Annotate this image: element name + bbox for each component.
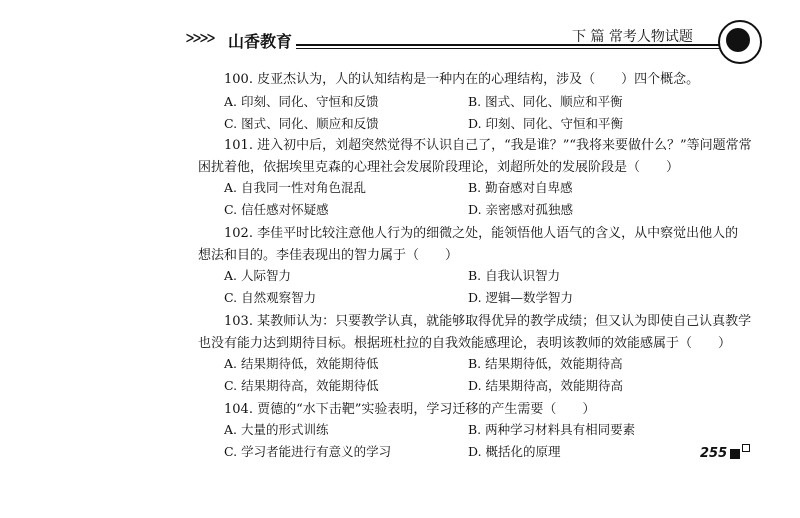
q101-option-d: D. 亲密感对孤独感 xyxy=(468,202,574,217)
q103-option-d: D. 结果期待高，效能期待高 xyxy=(468,378,624,393)
q102-option-d: D. 逻辑—数学智力 xyxy=(468,290,574,305)
page-header xyxy=(186,22,746,52)
q102-option-b: B. 自我认识智力 xyxy=(468,268,561,283)
brand-title: 山香教育 xyxy=(228,32,293,51)
q104-option-c: C. 学习者能进行有意义的学习 xyxy=(224,444,392,459)
question-100-line-1: 100. 皮亚杰认为，人的认知结构是一种内在的心理结构，涉及（ ）四个概念。 xyxy=(224,72,700,87)
question-103-line-1: 103. 某教师认为：只要教学认真，就能够取得优异的教学成绩；但又认为即使自己认真教学 xyxy=(224,314,752,329)
question-102-line-2: 想法和目的。李佳表现出的智力属于（ ） xyxy=(198,248,459,263)
question-102-line-1: 102. 李佳平时比较注意他人行为的细微之处，能领悟他人语气的含义，从中察觉出他人的 xyxy=(224,226,739,241)
q100-option-d: D. 印刻、同化、守恒和平衡 xyxy=(468,116,624,131)
header-marks: ᐳᐳᐳᐳ xyxy=(186,32,215,45)
q104-option-d: D. 概括化的原理 xyxy=(468,444,561,459)
section-title: 下 篇 常考人物试题 xyxy=(572,29,693,45)
question-104-line-1: 104. 贾德的“水下击靶”实验表明，学习迁移的产生需要（ ） xyxy=(224,402,596,417)
q102-option-c: C. 自然观察智力 xyxy=(224,290,317,305)
question-101-line-2: 困扰着他，依据埃里克森的心理社会发展阶段理论，刘超所处的发展阶段是（ ） xyxy=(198,160,680,175)
q103-option-a: A. 结果期待低，效能期待低 xyxy=(224,356,379,371)
question-103-line-2: 也没有能力达到期待目标。根据班杜拉的自我效能感理论，表明该教师的效能感属于（ ） xyxy=(198,336,732,351)
emblem-inner xyxy=(726,28,750,52)
q104-option-a: A. 大量的形式训练 xyxy=(224,422,329,437)
q100-option-a: A. 印刻、同化、守恒和反馈 xyxy=(224,94,379,109)
emblem-logo-icon xyxy=(718,20,762,64)
page-number: 255 xyxy=(700,446,728,461)
q101-option-c: C. 信任感对怀疑感 xyxy=(224,202,329,217)
page-marker-small-icon xyxy=(742,444,750,452)
q102-option-a: A. 人际智力 xyxy=(224,268,291,283)
q103-option-b: B. 结果期待低，效能期待高 xyxy=(468,356,623,371)
question-101-line-1: 101. 进入初中后，刘超突然觉得不认识自己了，“我是谁？”“我将来要做什么？”等问题常常 xyxy=(224,138,752,153)
q103-option-c: C. 结果期待高，效能期待低 xyxy=(224,378,379,393)
q100-option-b: B. 图式、同化、顺应和平衡 xyxy=(468,94,623,109)
q101-option-a: A. 自我同一性对角色混乱 xyxy=(224,180,366,195)
q100-option-c: C. 图式、同化、顺应和反馈 xyxy=(224,116,379,131)
q104-option-b: B. 两种学习材料具有相同要素 xyxy=(468,422,636,437)
header-rule-thin xyxy=(296,48,736,49)
q101-option-b: B. 勤奋感对自卑感 xyxy=(468,180,573,195)
page-marker-icon xyxy=(730,449,740,459)
